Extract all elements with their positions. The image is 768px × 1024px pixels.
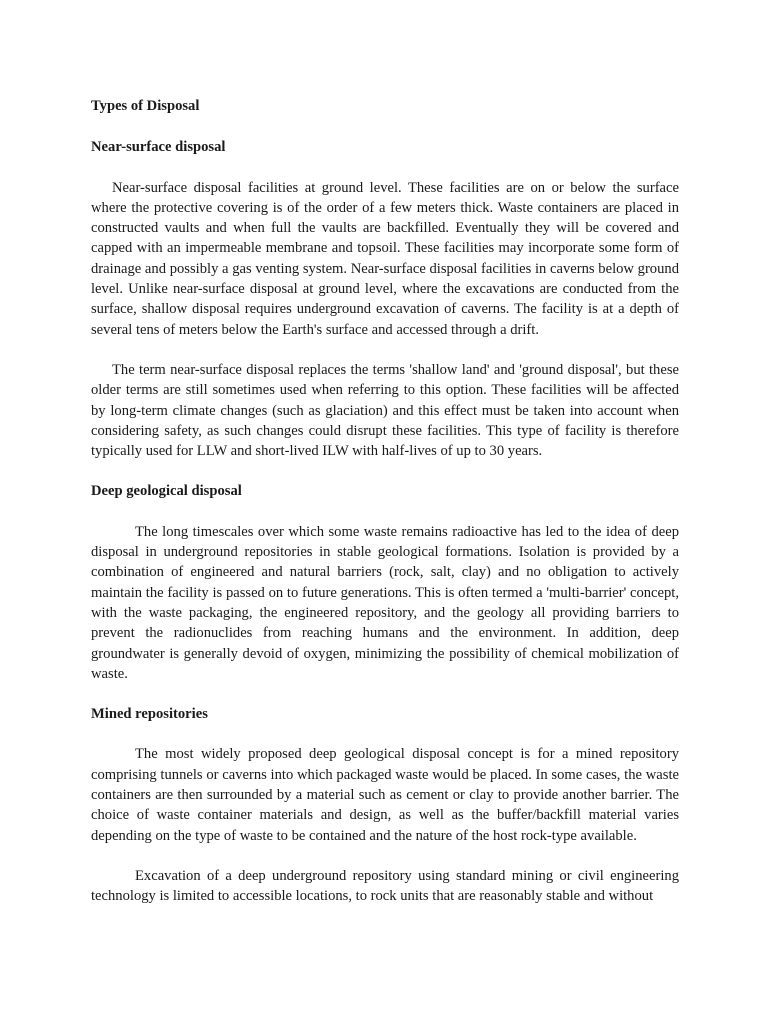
document-title: Types of Disposal: [91, 98, 200, 114]
section-heading-deep-geological: Deep geological disposal: [91, 483, 242, 500]
paragraph: Excavation of a deep underground repository using standard mining or civil engineering technology is limited to accessible locations, to rock units that are reasonably stable and without: [91, 867, 679, 905]
paragraph: The long timescales over which some waste remains radioactive has led to the idea of deep disposal in underground repositories in stable geological formations. Isolation is provided by a combination of engineered and natural barriers (rock, salt, clay) and no obligation to actively maintain the facility is passed on to future generations. This is often termed a 'multi-barrier' concept, with the waste packaging, the engineered repository, and the geology all providing barriers to prevent the radionuclides from reaching humans and the environment. In addition, deep groundwater is generally devoid of oxygen, minimizing the possibility of chemical mobilization of waste.: [91, 523, 679, 682]
paragraph: The term near-surface disposal replaces the terms 'shallow land' and 'ground disposal', but these older terms are still sometimes used when referring to this option. These facilities will be affected by long-term climate changes (such as glaciation) and this effect must be taken into account when considering safety, as such changes could disrupt these facilities. This type of facility is therefore typically used for LLW and short-lived ILW with half-lives of up to 30 years.: [91, 361, 679, 460]
paragraph: The most widely proposed deep geological disposal concept is for a mined repository comprising tunnels or caverns into which packaged waste would be placed. In some cases, the waste containers are then surrounded by a material such as cement or clay to provide another barrier. The choice of waste container materials and design, as well as the buffer/backfill material varies depending on the type of waste to be contained and the nature of the host rock-type available.: [91, 746, 679, 844]
section-heading-near-surface: Near-surface disposal: [91, 139, 226, 156]
section-heading-mined-repositories: Mined repositories: [91, 706, 208, 723]
paragraph: Near-surface disposal facilities at ground level. These facilities are on or below the surface where the protective covering is of the order of a few meters thick. Waste containers are placed in constructed vaults and when full the vaults are backfilled. Eventually they will be covered and capped with an impermeable membrane and topsoil. These facilities may incorporate some form of drainage and possibly a gas venting system. Near-surface disposal facilities in caverns below ground level. Unlike near-surface disposal at ground level, where the excavations are conducted from the surface, shallow disposal requires underground excavation of caverns. The facility is at a depth of several tens of meters below the Earth's surface and accessed through a drift.: [91, 179, 679, 338]
document-page: [91, 96, 679, 927]
